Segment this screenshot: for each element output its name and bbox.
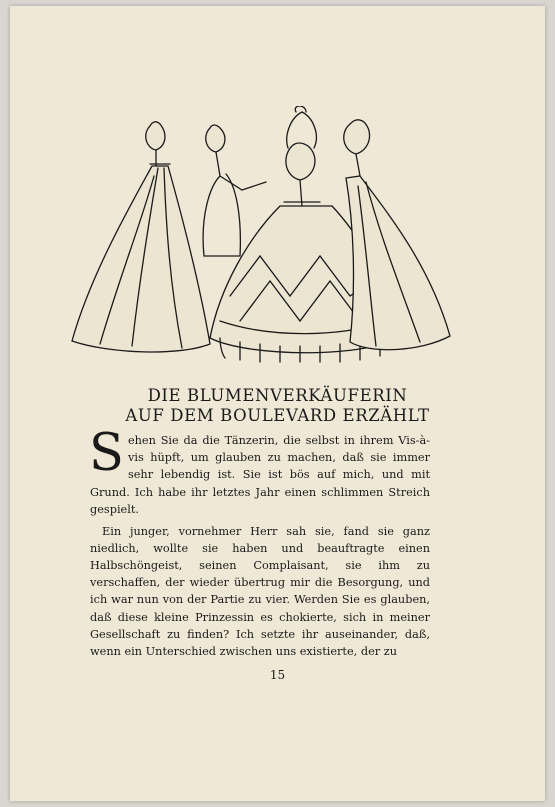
page-number: 15 <box>269 668 286 682</box>
chapter-title-line-1: DIE BLUMENVERKÄUFERIN <box>147 386 408 405</box>
body-text <box>89 424 430 660</box>
paragraph-2: Ein junger, vornehmer Herr sah sie, fand sie ganz niedlich, wollte sie haben und beauftragte einen Halbschöngeist, seinen Complaisant, sie ihm zu verschaffen, der wieder übertrug mir die Besorgung, und ich war nun von der Partie zu vier. Werden Sie es glauben, daß diese kleine Prinzessin es chokierte, sich in meiner Gesellschaft zu finden? Ich setzte ihr auseinander, daß, wenn ein Unterschied zwischen uns existierte, der zu <box>90 524 430 658</box>
drop-cap: S <box>89 424 124 483</box>
chapter-title-line-2: AUF DEM BOULEVARD ERZÄHLT <box>125 406 430 425</box>
paragraph-1 <box>89 424 430 518</box>
book-page <box>10 6 545 801</box>
paragraph-1-text: ehen Sie da die Tänzerin, die selbst in ihrem Vis-à-vis hüpft, um glauben zu machen, daß sie immer sehr lebendig ist. Sie ist bös auf mich, und mit Grund. Ich habe ihr letztes Jahr einen schlimmen Streich gespielt. <box>90 434 430 516</box>
rococo-ladies-illustration <box>70 106 470 368</box>
